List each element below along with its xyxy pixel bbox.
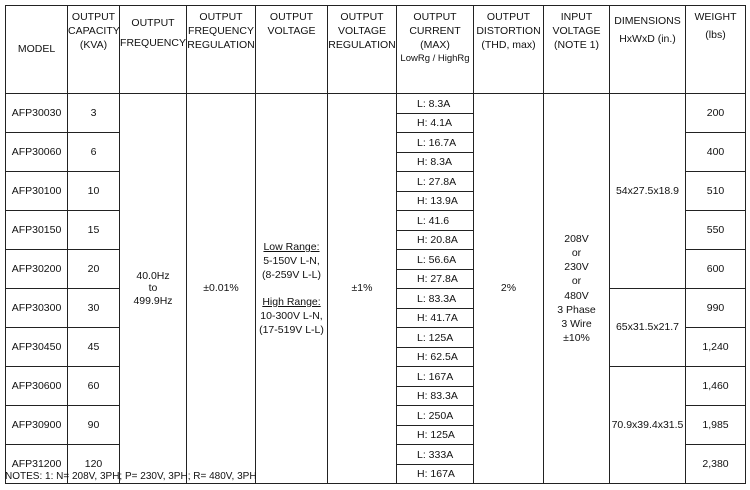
input-text: 208V — [564, 232, 589, 245]
current-high: H: 62.5A — [397, 347, 473, 366]
header-input-voltage — [544, 6, 610, 94]
model-cell: AFP30900 — [6, 406, 68, 445]
current-cell — [397, 250, 474, 289]
input-text: or — [571, 275, 582, 288]
high-range-title: High Range: — [262, 295, 321, 308]
voltage-regulation-cell: ±1% — [328, 94, 397, 484]
weight-cell: 510 — [686, 172, 746, 211]
voltage-cell — [256, 94, 328, 484]
input-text: 3 Wire — [561, 317, 592, 330]
frequency-text: 40.0Hz — [136, 270, 170, 283]
header-text: DIMENSIONS — [614, 15, 681, 27]
frequency-regulation-cell: ±0.01% — [187, 94, 256, 484]
header-voltage — [256, 6, 328, 94]
voltage-text: (8-259V L-L) — [262, 269, 321, 282]
input-text: 3 Phase — [557, 303, 596, 316]
model-cell: AFP30100 — [6, 172, 68, 211]
kva-cell: 90 — [68, 406, 120, 445]
current-high: H: 20.8A — [397, 230, 473, 249]
header-capacity — [68, 6, 120, 94]
kva-cell: 10 — [68, 172, 120, 211]
frequency-cell — [120, 94, 187, 484]
input-text: 480V — [564, 289, 589, 302]
current-low: L: 250A — [417, 409, 454, 422]
current-low: L: 125A — [417, 331, 454, 344]
kva-cell: 6 — [68, 133, 120, 172]
kva-cell: 20 — [68, 250, 120, 289]
header-text: FREQUENCY — [188, 25, 254, 38]
current-low: L: 16.7A — [417, 136, 457, 149]
weight-cell: 600 — [686, 250, 746, 289]
header-text: (KVA) — [79, 39, 108, 52]
weight-cell: 200 — [686, 94, 746, 133]
header-text: OUTPUT — [340, 11, 384, 23]
header-model — [6, 6, 68, 94]
kva-cell: 45 — [68, 328, 120, 367]
current-low: L: 27.8A — [417, 175, 457, 188]
voltage-text: (17-519V L-L) — [259, 323, 324, 336]
header-text: VOLTAGE — [337, 25, 387, 38]
current-low: L: 333A — [417, 448, 454, 461]
voltage-text: 5-150V L-N, — [263, 255, 320, 268]
input-text: 230V — [564, 261, 589, 274]
header-text: REGULATION — [328, 39, 396, 52]
current-high: H: 83.3A — [397, 386, 473, 405]
header-text: OUTPUT — [199, 11, 243, 23]
dimensions-cell: 70.9x39.4x31.5 — [610, 367, 686, 484]
current-cell — [397, 172, 474, 211]
header-text: HxWxD (in.) — [619, 33, 676, 46]
header-text: CAPACITY — [68, 25, 120, 38]
current-cell — [397, 406, 474, 445]
distortion-cell: 2% — [474, 94, 544, 484]
header-text: VOLTAGE — [552, 25, 601, 38]
voltage-text: 10-300V L-N, — [260, 309, 323, 322]
header-frequency — [120, 6, 187, 94]
current-low: L: 56.6A — [417, 253, 457, 266]
current-cell — [397, 133, 474, 172]
header-text: DISTORTION — [476, 25, 541, 38]
current-high: H: 41.7A — [397, 308, 473, 327]
header-text: (THD, max) — [481, 39, 536, 52]
model-cell: AFP30030 — [6, 94, 68, 133]
model-cell: AFP30450 — [6, 328, 68, 367]
model-cell: AFP30300 — [6, 289, 68, 328]
current-cell — [397, 445, 474, 484]
current-cell — [397, 328, 474, 367]
header-text: WEIGHT — [694, 11, 737, 23]
header-text: OUTPUT — [71, 11, 116, 23]
weight-cell: 400 — [686, 133, 746, 172]
kva-cell: 15 — [68, 211, 120, 250]
input-text: or — [571, 246, 582, 259]
frequency-text: to — [148, 282, 158, 295]
kva-cell: 3 — [68, 94, 120, 133]
header-text: LowRg / HighRg — [400, 52, 470, 64]
kva-cell: 120 — [68, 445, 120, 484]
header-distortion — [474, 6, 544, 94]
weight-cell: 1,460 — [686, 367, 746, 406]
notes-text: NOTES: 1: N= 208V, 3PH; P= 230V, 3PH; R= 480V, 3PH — [5, 471, 257, 482]
weight-cell: 1,985 — [686, 406, 746, 445]
weight-cell: 990 — [686, 289, 746, 328]
header-text: MODEL — [17, 43, 56, 56]
header-text: OUTPUT — [486, 11, 531, 23]
dimensions-cell: 54x27.5x18.9 — [610, 94, 686, 289]
current-high: H: 4.1A — [397, 113, 473, 132]
current-low: L: 41.6 — [417, 214, 450, 227]
current-low: L: 83.3A — [417, 292, 457, 305]
frequency-text: 499.9Hz — [133, 294, 173, 307]
model-cell: AFP31200 — [6, 445, 68, 484]
header-dimensions — [610, 6, 686, 94]
current-cell — [397, 211, 474, 250]
header-text: OUTPUT — [131, 17, 175, 29]
header-current — [397, 6, 474, 94]
weight-cell: 2,380 — [686, 445, 746, 484]
weight-cell: 550 — [686, 211, 746, 250]
header-frequency-regulation — [187, 6, 256, 94]
current-low: L: 8.3A — [417, 97, 451, 110]
header-text: OUTPUT — [413, 11, 457, 23]
current-cell — [397, 289, 474, 328]
current-high: H: 167A — [397, 464, 473, 483]
header-text: (MAX) — [420, 39, 450, 52]
model-cell: AFP30600 — [6, 367, 68, 406]
weight-cell: 1,240 — [686, 328, 746, 367]
model-cell: AFP30060 — [6, 133, 68, 172]
header-text: FREQUENCY — [120, 37, 186, 50]
header-text: OUTPUT — [269, 11, 314, 23]
spec-table — [5, 5, 746, 484]
header-weight — [686, 6, 746, 94]
current-high: H: 125A — [397, 425, 473, 444]
header-text: REGULATION — [187, 39, 255, 52]
header-text: INPUT — [560, 11, 593, 23]
current-high: H: 27.8A — [397, 269, 473, 288]
current-high: H: 8.3A — [397, 152, 473, 171]
input-voltage-cell — [544, 94, 610, 484]
low-range-title: Low Range: — [263, 240, 320, 253]
header-text: CURRENT — [409, 25, 461, 38]
current-cell — [397, 94, 474, 133]
dimensions-cell: 65x31.5x21.7 — [610, 289, 686, 367]
current-low: L: 167A — [417, 370, 454, 383]
header-voltage-regulation — [328, 6, 397, 94]
current-high: H: 13.9A — [397, 191, 473, 210]
table-row — [6, 94, 746, 133]
model-cell: AFP30150 — [6, 211, 68, 250]
kva-cell: 30 — [68, 289, 120, 328]
header-row — [6, 6, 746, 94]
model-cell: AFP30200 — [6, 250, 68, 289]
kva-cell: 60 — [68, 367, 120, 406]
header-text: (lbs) — [705, 29, 726, 42]
input-text: ±10% — [563, 332, 590, 345]
header-text: (NOTE 1) — [554, 39, 599, 52]
header-text: VOLTAGE — [267, 25, 316, 38]
current-cell — [397, 367, 474, 406]
